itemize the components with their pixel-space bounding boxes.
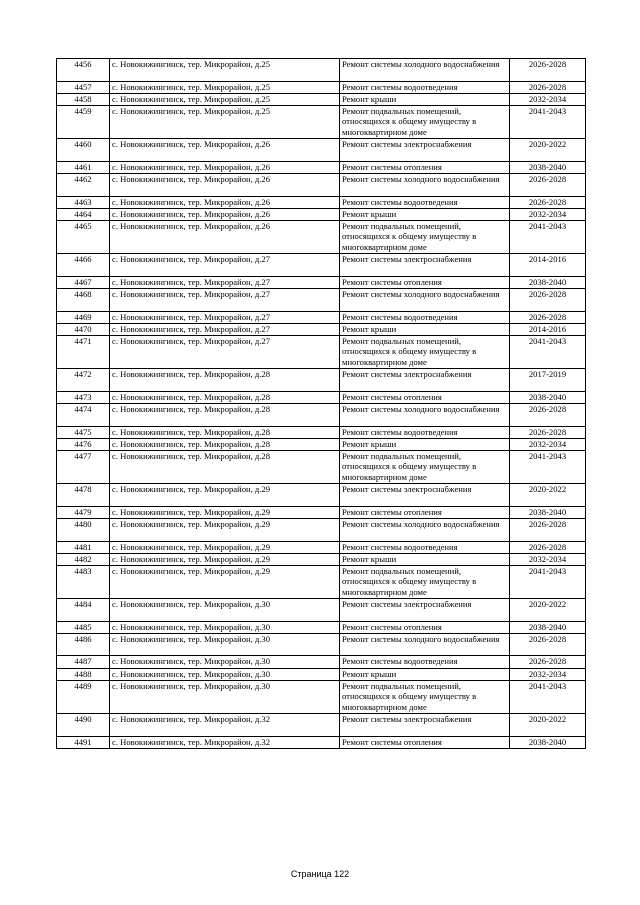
row-period: 2041-2043 (510, 105, 586, 138)
table-row (57, 484, 586, 507)
row-work-type: Ремонт системы холодного водоснабжения (340, 288, 510, 311)
table-row (57, 518, 586, 541)
row-address: с. Новокижингинск, тер. Микрорайон, д.29 (110, 553, 340, 565)
row-address: с. Новокижингинск, тер. Микрорайон, д.28 (110, 391, 340, 403)
row-address: с. Новокижингинск, тер. Микрорайон, д.28 (110, 426, 340, 438)
row-number: 4481 (57, 541, 110, 553)
row-work-type: Ремонт системы электроснабжения (340, 254, 510, 277)
table-body (57, 59, 586, 749)
row-number: 4470 (57, 323, 110, 335)
row-address: с. Новокижингинск, тер. Микрорайон, д.29 (110, 518, 340, 541)
row-work-type: Ремонт системы электроснабжения (340, 484, 510, 507)
row-work-type: Ремонт подвальных помещений, относящихся к общему имуществу в многоквартирном доме (340, 565, 510, 598)
row-address: с. Новокижингинск, тер. Микрорайон, д.25 (110, 81, 340, 93)
row-number: 4472 (57, 369, 110, 392)
row-work-type: Ремонт системы отопления (340, 621, 510, 633)
row-address: с. Новокижингинск, тер. Микрорайон, д.27 (110, 276, 340, 288)
row-number: 4484 (57, 598, 110, 621)
row-period: 2026-2028 (510, 288, 586, 311)
row-number: 4488 (57, 668, 110, 680)
row-address: с. Новокижингинск, тер. Микрорайон, д.26 (110, 196, 340, 208)
row-address: с. Новокижингинск, тер. Микрорайон, д.30 (110, 668, 340, 680)
table-row (57, 288, 586, 311)
row-period: 2026-2028 (510, 541, 586, 553)
capital-repair-table (56, 58, 586, 749)
table-row (57, 59, 586, 82)
row-address: с. Новокижингинск, тер. Микрорайон, д.30 (110, 633, 340, 656)
row-work-type: Ремонт системы отопления (340, 391, 510, 403)
row-number: 4471 (57, 335, 110, 368)
table-row (57, 656, 586, 668)
table-row (57, 506, 586, 518)
row-work-type: Ремонт системы холодного водоснабжения (340, 59, 510, 82)
row-work-type: Ремонт подвальных помещений, относящихся к общему имуществу в многоквартирном доме (340, 105, 510, 138)
row-number: 4477 (57, 450, 110, 483)
row-number: 4491 (57, 736, 110, 748)
row-work-type: Ремонт системы отопления (340, 161, 510, 173)
row-period: 2020-2022 (510, 484, 586, 507)
row-work-type: Ремонт системы водоотведения (340, 541, 510, 553)
page-number: Страница 122 (290, 869, 350, 879)
row-work-type: Ремонт системы водоотведения (340, 81, 510, 93)
row-number: 4463 (57, 196, 110, 208)
row-period: 2026-2028 (510, 196, 586, 208)
row-address: с. Новокижингинск, тер. Микрорайон, д.30 (110, 680, 340, 713)
row-number: 4460 (57, 139, 110, 162)
row-period: 2032-2034 (510, 438, 586, 450)
table-row (57, 438, 586, 450)
table-row (57, 565, 586, 598)
table-row (57, 81, 586, 93)
row-work-type: Ремонт крыши (340, 438, 510, 450)
row-number: 4476 (57, 438, 110, 450)
row-work-type: Ремонт системы электроснабжения (340, 713, 510, 736)
row-work-type: Ремонт системы водоотведения (340, 311, 510, 323)
table-row (57, 323, 586, 335)
row-work-type: Ремонт системы водоотведения (340, 196, 510, 208)
row-address: с. Новокижингинск, тер. Микрорайон, д.30 (110, 598, 340, 621)
table-row (57, 139, 586, 162)
row-work-type: Ремонт крыши (340, 553, 510, 565)
row-address: с. Новокижингинск, тер. Микрорайон, д.30 (110, 656, 340, 668)
table-row (57, 621, 586, 633)
row-period: 2038-2040 (510, 621, 586, 633)
row-number: 4464 (57, 208, 110, 220)
row-period: 2014-2016 (510, 323, 586, 335)
row-address: с. Новокижингинск, тер. Микрорайон, д.25 (110, 93, 340, 105)
row-period: 2014-2016 (510, 254, 586, 277)
row-number: 4480 (57, 518, 110, 541)
row-period: 2032-2034 (510, 208, 586, 220)
row-work-type: Ремонт системы водоотведения (340, 656, 510, 668)
row-work-type: Ремонт подвальных помещений, относящихся к общему имуществу в многоквартирном доме (340, 335, 510, 368)
row-work-type: Ремонт системы электроснабжения (340, 598, 510, 621)
row-number: 4462 (57, 173, 110, 196)
table-row (57, 403, 586, 426)
row-address: с. Новокижингинск, тер. Микрорайон, д.26 (110, 220, 340, 253)
table-row (57, 335, 586, 368)
row-address: с. Новокижингинск, тер. Микрорайон, д.26 (110, 161, 340, 173)
table-row (57, 196, 586, 208)
row-period: 2032-2034 (510, 553, 586, 565)
row-period: 2026-2028 (510, 173, 586, 196)
row-period: 2038-2040 (510, 506, 586, 518)
table-row (57, 161, 586, 173)
table-row (57, 450, 586, 483)
table-row (57, 391, 586, 403)
row-address: с. Новокижингинск, тер. Микрорайон, д.32 (110, 736, 340, 748)
row-work-type: Ремонт системы холодного водоснабжения (340, 518, 510, 541)
row-period: 2038-2040 (510, 391, 586, 403)
row-number: 4468 (57, 288, 110, 311)
table-row (57, 680, 586, 713)
row-number: 4479 (57, 506, 110, 518)
row-address: с. Новокижингинск, тер. Микрорайон, д.27 (110, 335, 340, 368)
row-work-type: Ремонт крыши (340, 323, 510, 335)
table-row (57, 276, 586, 288)
row-work-type: Ремонт системы холодного водоснабжения (340, 403, 510, 426)
table-row (57, 426, 586, 438)
row-period: 2026-2028 (510, 633, 586, 656)
row-period: 2032-2034 (510, 93, 586, 105)
table-row (57, 598, 586, 621)
row-period: 2026-2028 (510, 656, 586, 668)
row-period: 2026-2028 (510, 403, 586, 426)
row-address: с. Новокижингинск, тер. Микрорайон, д.26 (110, 139, 340, 162)
row-work-type: Ремонт крыши (340, 93, 510, 105)
row-period: 2041-2043 (510, 450, 586, 483)
row-number: 4489 (57, 680, 110, 713)
row-period: 2032-2034 (510, 668, 586, 680)
row-period: 2038-2040 (510, 161, 586, 173)
row-address: с. Новокижингинск, тер. Микрорайон, д.29 (110, 506, 340, 518)
row-number: 4482 (57, 553, 110, 565)
row-address: с. Новокижингинск, тер. Микрорайон, д.28 (110, 403, 340, 426)
row-address: с. Новокижингинск, тер. Микрорайон, д.30 (110, 621, 340, 633)
row-period: 2038-2040 (510, 736, 586, 748)
row-period: 2038-2040 (510, 276, 586, 288)
table-row (57, 208, 586, 220)
row-address: с. Новокижингинск, тер. Микрорайон, д.28 (110, 438, 340, 450)
table-row (57, 311, 586, 323)
row-address: с. Новокижингинск, тер. Микрорайон, д.29 (110, 541, 340, 553)
table-row (57, 93, 586, 105)
row-work-type: Ремонт подвальных помещений, относящихся к общему имуществу в многоквартирном доме (340, 450, 510, 483)
row-period: 2041-2043 (510, 680, 586, 713)
row-address: с. Новокижингинск, тер. Микрорайон, д.27 (110, 323, 340, 335)
row-number: 4474 (57, 403, 110, 426)
row-address: с. Новокижингинск, тер. Микрорайон, д.29 (110, 484, 340, 507)
row-address: с. Новокижингинск, тер. Микрорайон, д.26 (110, 173, 340, 196)
table-row (57, 173, 586, 196)
row-address: с. Новокижингинск, тер. Микрорайон, д.32 (110, 713, 340, 736)
row-number: 4456 (57, 59, 110, 82)
row-number: 4465 (57, 220, 110, 253)
table-row (57, 369, 586, 392)
row-period: 2026-2028 (510, 311, 586, 323)
row-number: 4466 (57, 254, 110, 277)
row-address: с. Новокижингинск, тер. Микрорайон, д.29 (110, 565, 340, 598)
row-number: 4469 (57, 311, 110, 323)
row-work-type: Ремонт системы холодного водоснабжения (340, 633, 510, 656)
row-number: 4457 (57, 81, 110, 93)
table-row (57, 220, 586, 253)
table-row (57, 633, 586, 656)
row-work-type: Ремонт крыши (340, 208, 510, 220)
row-number: 4467 (57, 276, 110, 288)
row-work-type: Ремонт системы отопления (340, 736, 510, 748)
row-period: 2026-2028 (510, 59, 586, 82)
row-address: с. Новокижингинск, тер. Микрорайон, д.28 (110, 369, 340, 392)
row-period: 2017-2019 (510, 369, 586, 392)
row-number: 4486 (57, 633, 110, 656)
row-period: 2041-2043 (510, 220, 586, 253)
row-period: 2026-2028 (510, 426, 586, 438)
row-number: 4473 (57, 391, 110, 403)
table-row (57, 105, 586, 138)
row-work-type: Ремонт системы отопления (340, 276, 510, 288)
row-work-type: Ремонт системы электроснабжения (340, 369, 510, 392)
table-row (57, 254, 586, 277)
row-number: 4461 (57, 161, 110, 173)
row-period: 2020-2022 (510, 598, 586, 621)
table-row (57, 541, 586, 553)
row-number: 4487 (57, 656, 110, 668)
row-address: с. Новокижингинск, тер. Микрорайон, д.27 (110, 311, 340, 323)
row-address: с. Новокижингинск, тер. Микрорайон, д.25 (110, 105, 340, 138)
table-row (57, 668, 586, 680)
row-number: 4485 (57, 621, 110, 633)
row-number: 4459 (57, 105, 110, 138)
row-number: 4483 (57, 565, 110, 598)
row-work-type: Ремонт подвальных помещений, относящихся к общему имуществу в многоквартирном доме (340, 220, 510, 253)
table-row (57, 736, 586, 748)
row-address: с. Новокижингинск, тер. Микрорайон, д.27 (110, 288, 340, 311)
row-address: с. Новокижингинск, тер. Микрорайон, д.25 (110, 59, 340, 82)
row-work-type: Ремонт системы холодного водоснабжения (340, 173, 510, 196)
row-work-type: Ремонт системы водоотведения (340, 426, 510, 438)
row-work-type: Ремонт системы электроснабжения (340, 139, 510, 162)
row-work-type: Ремонт крыши (340, 668, 510, 680)
row-work-type: Ремонт системы отопления (340, 506, 510, 518)
row-number: 4490 (57, 713, 110, 736)
row-address: с. Новокижингинск, тер. Микрорайон, д.28 (110, 450, 340, 483)
row-period: 2041-2043 (510, 565, 586, 598)
table-row (57, 713, 586, 736)
row-period: 2026-2028 (510, 518, 586, 541)
row-period: 2026-2028 (510, 81, 586, 93)
row-address: с. Новокижингинск, тер. Микрорайон, д.26 (110, 208, 340, 220)
row-number: 4458 (57, 93, 110, 105)
row-period: 2020-2022 (510, 713, 586, 736)
row-work-type: Ремонт подвальных помещений, относящихся к общему имуществу в многоквартирном доме (340, 680, 510, 713)
row-period: 2020-2022 (510, 139, 586, 162)
row-number: 4478 (57, 484, 110, 507)
table-row (57, 553, 586, 565)
row-period: 2041-2043 (510, 335, 586, 368)
row-address: с. Новокижингинск, тер. Микрорайон, д.27 (110, 254, 340, 277)
row-number: 4475 (57, 426, 110, 438)
